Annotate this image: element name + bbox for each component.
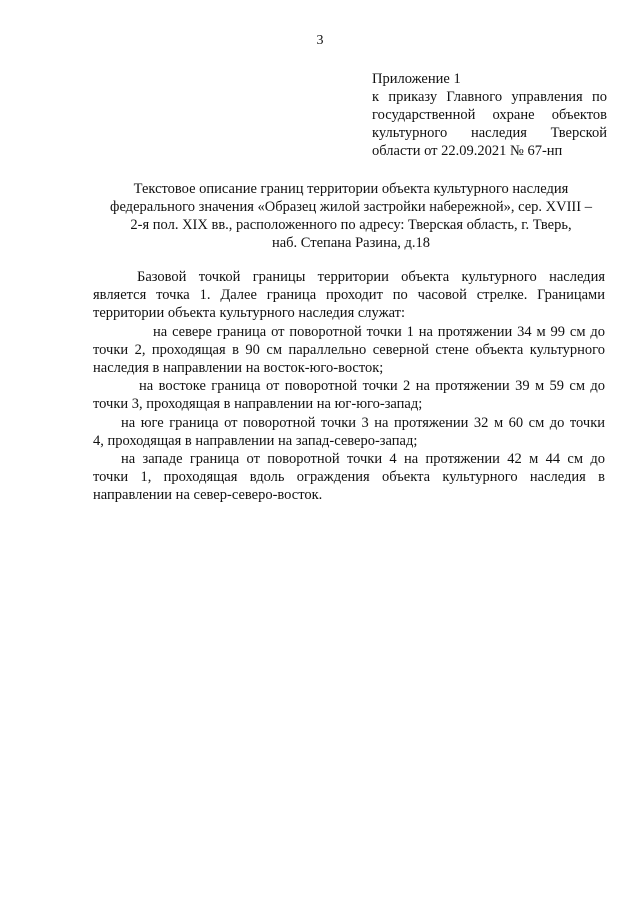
appendix-line: государственной охране объектов [372,107,607,123]
title-line: 2-я пол. XIX вв., расположенного по адресу: Тверская область, г. Тверь, [130,217,572,233]
paragraph-line: на востоке граница от поворотной точки 2 на протяжении 39 м 59 см до [139,378,605,395]
paragraph-line: точки 2, проходящая в 90 см параллельно северной стене объекта культурного [93,341,605,358]
paragraph-line: является точка 1. Далее граница проходит по часовой стрелке. Границами [93,287,605,304]
appendix-title: Приложение 1 [372,71,461,87]
appendix-line: области от 22.09.2021 № 67-нп [372,143,563,159]
paragraph-line: на севере граница от поворотной точки 1 на протяжении 34 м 99 см до [153,323,605,340]
page-number: 3 [316,33,324,48]
title-line: федерального значения «Образец жилой застройки набережной», сер. XVIII – [110,199,592,215]
paragraph-line: 4, проходящая в направлении на запад-северо-запад; [93,432,418,449]
paragraph-line: точки 1, проходящая вдоль ограждения объекта культурного наследия в [93,469,605,486]
document-title [96,180,606,252]
title-line: Текстовое описание границ территории объекта культурного наследия [133,181,569,197]
appendix-line: культурного наследия Тверской [372,125,607,141]
document-body [93,268,605,505]
paragraph-line: направлении на север-северо-восток. [93,487,323,504]
appendix-line: к приказу Главного управления по [372,89,607,105]
paragraph-line: на юге граница от поворотной точки 3 на протяжении 32 м 60 см до точки [121,414,605,431]
title-line: наб. Степана Разина, д.18 [271,235,431,251]
paragraph-line: территории объекта культурного наследия служат: [93,305,406,322]
appendix-header [372,70,607,160]
paragraph-line: точки 3, проходящая в направлении на юг-юго-запад; [93,396,423,413]
paragraph-line: наследия в направлении на восток-юго-восток; [93,360,384,377]
paragraph-line: на западе граница от поворотной точки 4 на протяжении 42 м 44 см до [121,451,605,468]
paragraph-line: Базовой точкой границы территории объекта культурного наследия [137,269,605,285]
